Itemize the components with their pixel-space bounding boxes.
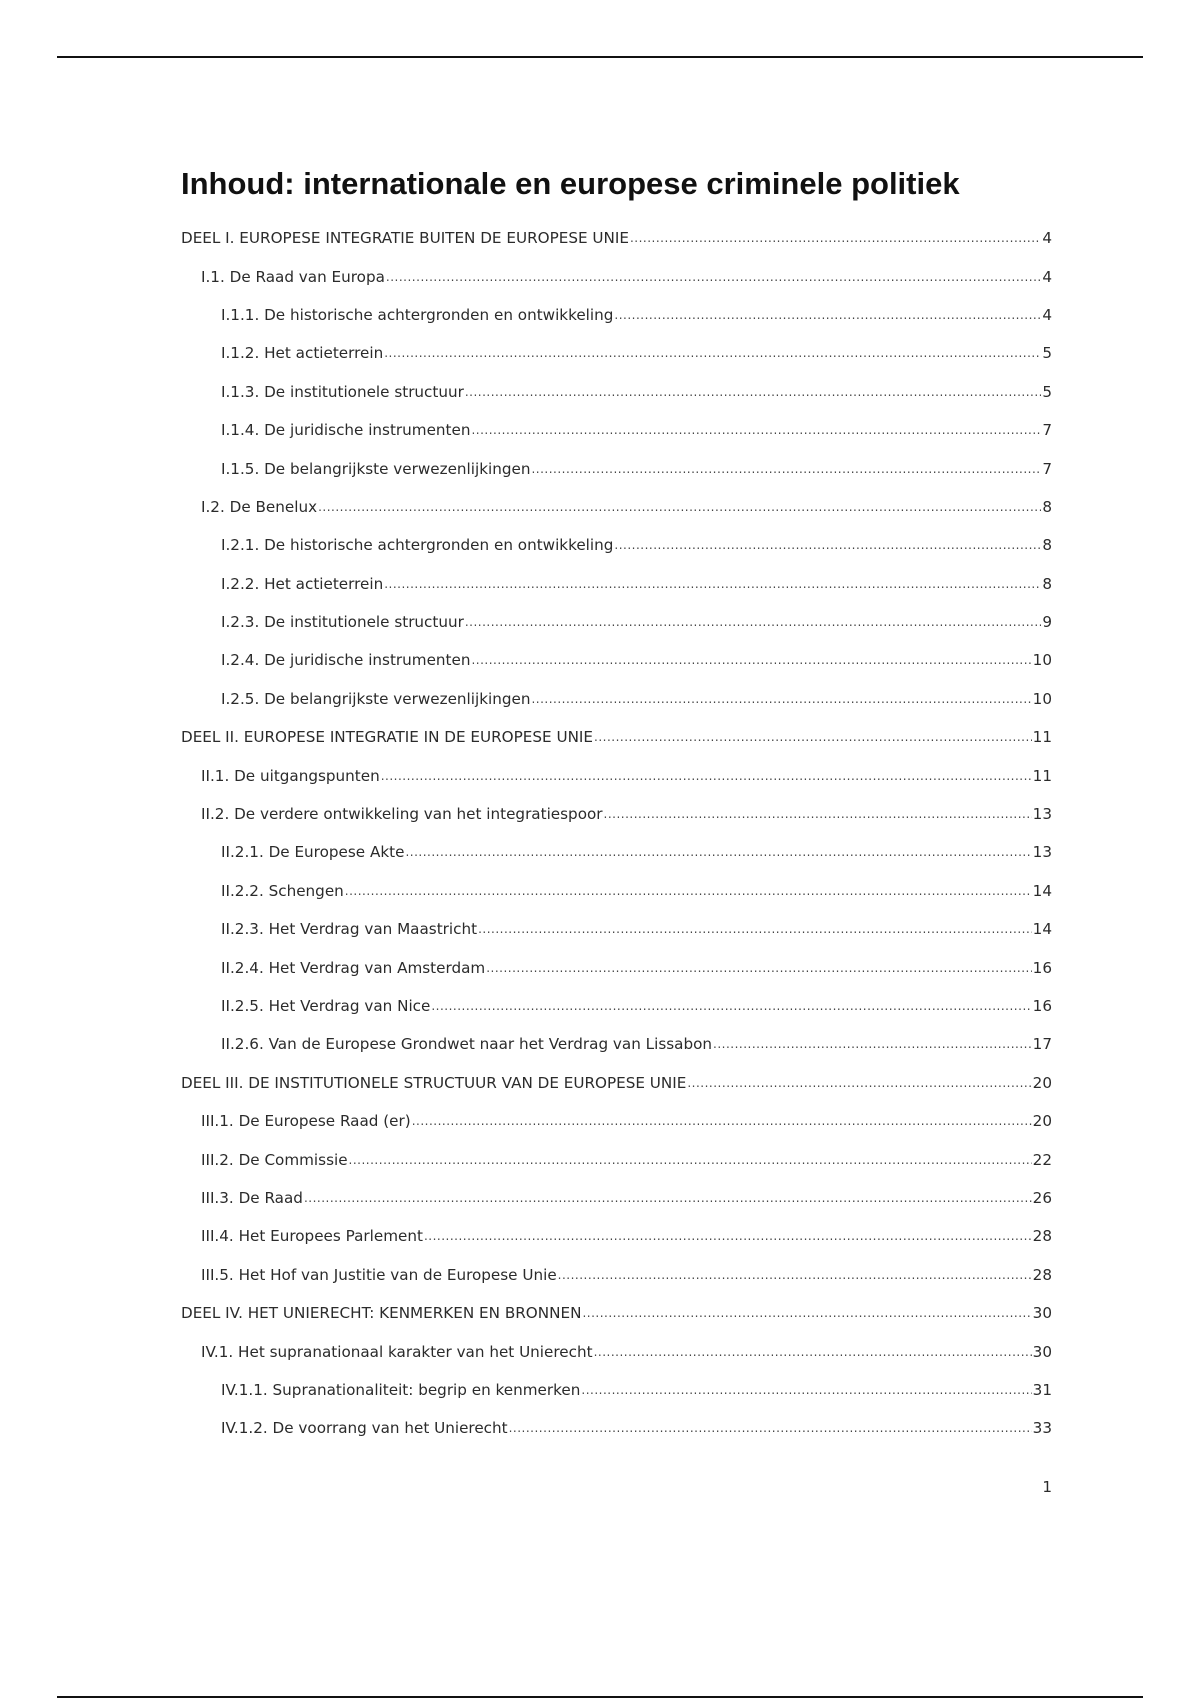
toc-dot-leader: [345, 883, 1032, 899]
toc-entry-title: I.2.5. De belangrijkste verwezenlijkingen: [221, 689, 531, 708]
toc-dot-leader: [630, 230, 1041, 246]
toc-dot-leader: [582, 1305, 1031, 1321]
toc-entry[interactable]: [181, 1332, 1052, 1370]
toc-entry-title: DEEL II. EUROPESE INTEGRATIE IN DE EUROPESE UNIE: [181, 728, 594, 747]
toc-entry[interactable]: [181, 565, 1052, 603]
toc-entry-page: 7: [1042, 421, 1052, 440]
table-of-contents: [181, 219, 1052, 1448]
toc-entry[interactable]: [181, 1217, 1052, 1255]
toc-dot-leader: [687, 1075, 1031, 1091]
document-title: Inhoud: internationale en europese criminele politiek: [181, 166, 960, 201]
toc-entry-page: 7: [1042, 459, 1052, 478]
toc-entry[interactable]: [181, 718, 1052, 756]
toc-entry-title: II.2. De verdere ontwikkeling van het integratiespoor: [201, 805, 603, 824]
toc-entry-page: 9: [1042, 613, 1052, 632]
toc-dot-leader: [558, 1267, 1032, 1283]
toc-entry[interactable]: [181, 488, 1052, 526]
toc-entry-title: I.2.2. Het actieterrein: [221, 574, 384, 593]
toc-dot-leader: [349, 1152, 1032, 1168]
toc-entry-title: II.2.1. De Europese Akte: [221, 843, 405, 862]
toc-dot-leader: [486, 960, 1031, 976]
toc-entry[interactable]: [181, 795, 1052, 833]
toc-dot-leader: [381, 768, 1032, 784]
toc-entry-title: DEEL I. EUROPESE INTEGRATIE BUITEN DE EUROPESE UNIE: [181, 229, 629, 248]
toc-entry[interactable]: [181, 257, 1052, 295]
toc-entry-title: I.1.2. Het actieterrein: [221, 344, 384, 363]
toc-entry[interactable]: [181, 948, 1052, 986]
toc-dot-leader: [471, 652, 1031, 668]
toc-dot-leader: [614, 537, 1041, 553]
toc-entry-page: 14: [1032, 881, 1052, 900]
toc-dot-leader: [594, 729, 1032, 745]
toc-entry-title: DEEL III. DE INSTITUTIONELE STRUCTUUR VAN DE EUROPESE UNIE: [181, 1073, 687, 1092]
toc-entry[interactable]: [181, 1140, 1052, 1178]
toc-entry[interactable]: [181, 1409, 1052, 1447]
toc-dot-leader: [384, 345, 1041, 361]
toc-dot-leader: [405, 844, 1031, 860]
toc-entry-page: 4: [1042, 267, 1052, 286]
toc-entry-page: 4: [1042, 305, 1052, 324]
toc-entry-title: II.1. De uitgangspunten: [201, 766, 380, 785]
toc-entry[interactable]: [181, 1102, 1052, 1140]
toc-dot-leader: [531, 691, 1031, 707]
toc-entry-title: DEEL IV. HET UNIERECHT: KENMERKEN EN BRONNEN: [181, 1304, 582, 1323]
toc-entry-title: IV.1.1. Supranationaliteit: begrip en kenmerken: [221, 1380, 581, 1399]
toc-entry-title: II.2.3. Het Verdrag van Maastricht: [221, 920, 478, 939]
toc-entry-page: 4: [1042, 229, 1052, 248]
toc-entry-page: 10: [1032, 689, 1052, 708]
toc-dot-leader: [304, 1190, 1032, 1206]
toc-entry-page: 14: [1032, 920, 1052, 939]
toc-entry-page: 5: [1042, 344, 1052, 363]
toc-dot-leader: [431, 998, 1031, 1014]
toc-entry-page: 8: [1042, 497, 1052, 516]
toc-entry-title: II.2.2. Schengen: [221, 881, 344, 900]
toc-dot-leader: [604, 806, 1032, 822]
toc-entry-title: II.2.6. Van de Europese Grondwet naar het Verdrag van Lissabon: [221, 1035, 713, 1054]
toc-entry-page: 17: [1032, 1035, 1052, 1054]
toc-entry-page: 11: [1032, 728, 1052, 747]
toc-dot-leader: [509, 1420, 1032, 1436]
toc-entry-title: IV.1.2. De voorrang van het Unierecht: [221, 1419, 508, 1438]
toc-dot-leader: [465, 384, 1041, 400]
toc-entry-title: III.3. De Raad: [201, 1188, 303, 1207]
toc-entry-page: 5: [1042, 382, 1052, 401]
toc-entry-title: III.4. Het Europees Parlement: [201, 1227, 423, 1246]
toc-entry[interactable]: [181, 910, 1052, 948]
toc-entry-title: I.1.5. De belangrijkste verwezenlijkingen: [221, 459, 531, 478]
toc-entry-page: 13: [1032, 805, 1052, 824]
toc-dot-leader: [531, 461, 1041, 477]
toc-entry[interactable]: [181, 1256, 1052, 1294]
toc-dot-leader: [594, 1344, 1032, 1360]
toc-entry[interactable]: [181, 1064, 1052, 1102]
toc-dot-leader: [614, 307, 1041, 323]
toc-entry-page: 28: [1032, 1227, 1052, 1246]
header-rule: [57, 56, 1143, 58]
toc-entry[interactable]: [181, 987, 1052, 1025]
toc-dot-leader: [471, 422, 1041, 438]
toc-entry[interactable]: [181, 411, 1052, 449]
toc-entry[interactable]: [181, 1025, 1052, 1063]
toc-entry-page: 33: [1032, 1419, 1052, 1438]
toc-dot-leader: [386, 269, 1041, 285]
toc-entry-title: I.2.4. De juridische instrumenten: [221, 651, 471, 670]
toc-entry[interactable]: [181, 296, 1052, 334]
toc-dot-leader: [412, 1113, 1032, 1129]
toc-entry-title: III.5. Het Hof van Justitie van de Europese Unie: [201, 1265, 557, 1284]
toc-entry[interactable]: [181, 334, 1052, 372]
toc-dot-leader: [465, 614, 1041, 630]
toc-entry[interactable]: [181, 1371, 1052, 1409]
toc-entry[interactable]: [181, 219, 1052, 257]
toc-entry[interactable]: [181, 373, 1052, 411]
toc-entry-title: I.1.1. De historische achtergronden en ontwikkeling: [221, 305, 614, 324]
toc-entry-page: 8: [1042, 574, 1052, 593]
footer-rule: [57, 1696, 1143, 1698]
toc-entry[interactable]: [181, 603, 1052, 641]
toc-entry-page: 30: [1032, 1342, 1052, 1361]
toc-dot-leader: [318, 499, 1041, 515]
toc-entry[interactable]: [181, 526, 1052, 564]
toc-entry[interactable]: [181, 872, 1052, 910]
toc-entry[interactable]: [181, 756, 1052, 794]
toc-entry[interactable]: [181, 1294, 1052, 1332]
toc-entry-title: I.1.3. De institutionele structuur: [221, 382, 464, 401]
page-number: 1: [1042, 1478, 1052, 1496]
toc-entry-page: 11: [1032, 766, 1052, 785]
toc-dot-leader: [478, 921, 1032, 937]
toc-dot-leader: [713, 1036, 1032, 1052]
toc-entry-page: 30: [1032, 1304, 1052, 1323]
toc-entry-page: 28: [1032, 1265, 1052, 1284]
toc-entry[interactable]: [181, 449, 1052, 487]
toc-dot-leader: [424, 1228, 1032, 1244]
toc-entry-title: II.2.4. Het Verdrag van Amsterdam: [221, 958, 486, 977]
toc-entry-page: 22: [1032, 1150, 1052, 1169]
toc-entry-title: I.1.4. De juridische instrumenten: [221, 421, 471, 440]
toc-entry-title: I.1. De Raad van Europa: [201, 267, 385, 286]
toc-entry-title: III.1. De Europese Raad (er): [201, 1112, 411, 1131]
toc-entry[interactable]: [181, 833, 1052, 871]
toc-entry-title: IV.1. Het supranationaal karakter van het Unierecht: [201, 1342, 593, 1361]
toc-entry-title: II.2.5. Het Verdrag van Nice: [221, 997, 431, 1015]
toc-entry-page: 8: [1042, 536, 1052, 555]
toc-entry-title: I.2. De Benelux: [201, 497, 318, 516]
toc-entry-page: 26: [1032, 1188, 1052, 1207]
toc-entry-page: 20: [1032, 1112, 1052, 1131]
toc-entry-title: I.2.1. De historische achtergronden en ontwikkeling: [221, 536, 614, 555]
toc-entry-page: 31: [1032, 1380, 1052, 1399]
toc-entry-page: 16: [1032, 958, 1052, 977]
toc-entry[interactable]: [181, 1179, 1052, 1217]
toc-entry-title: III.2. De Commissie: [201, 1150, 348, 1169]
toc-entry-page: 13: [1032, 843, 1052, 862]
toc-entry-page: 10: [1032, 651, 1052, 670]
toc-dot-leader: [581, 1382, 1031, 1398]
toc-dot-leader: [384, 576, 1041, 592]
toc-entry-title: I.2.3. De institutionele structuur: [221, 613, 464, 632]
toc-entry[interactable]: [181, 680, 1052, 718]
toc-entry-page: 20: [1032, 1073, 1052, 1092]
toc-entry[interactable]: [181, 641, 1052, 679]
toc-entry-page: 16: [1032, 997, 1052, 1015]
